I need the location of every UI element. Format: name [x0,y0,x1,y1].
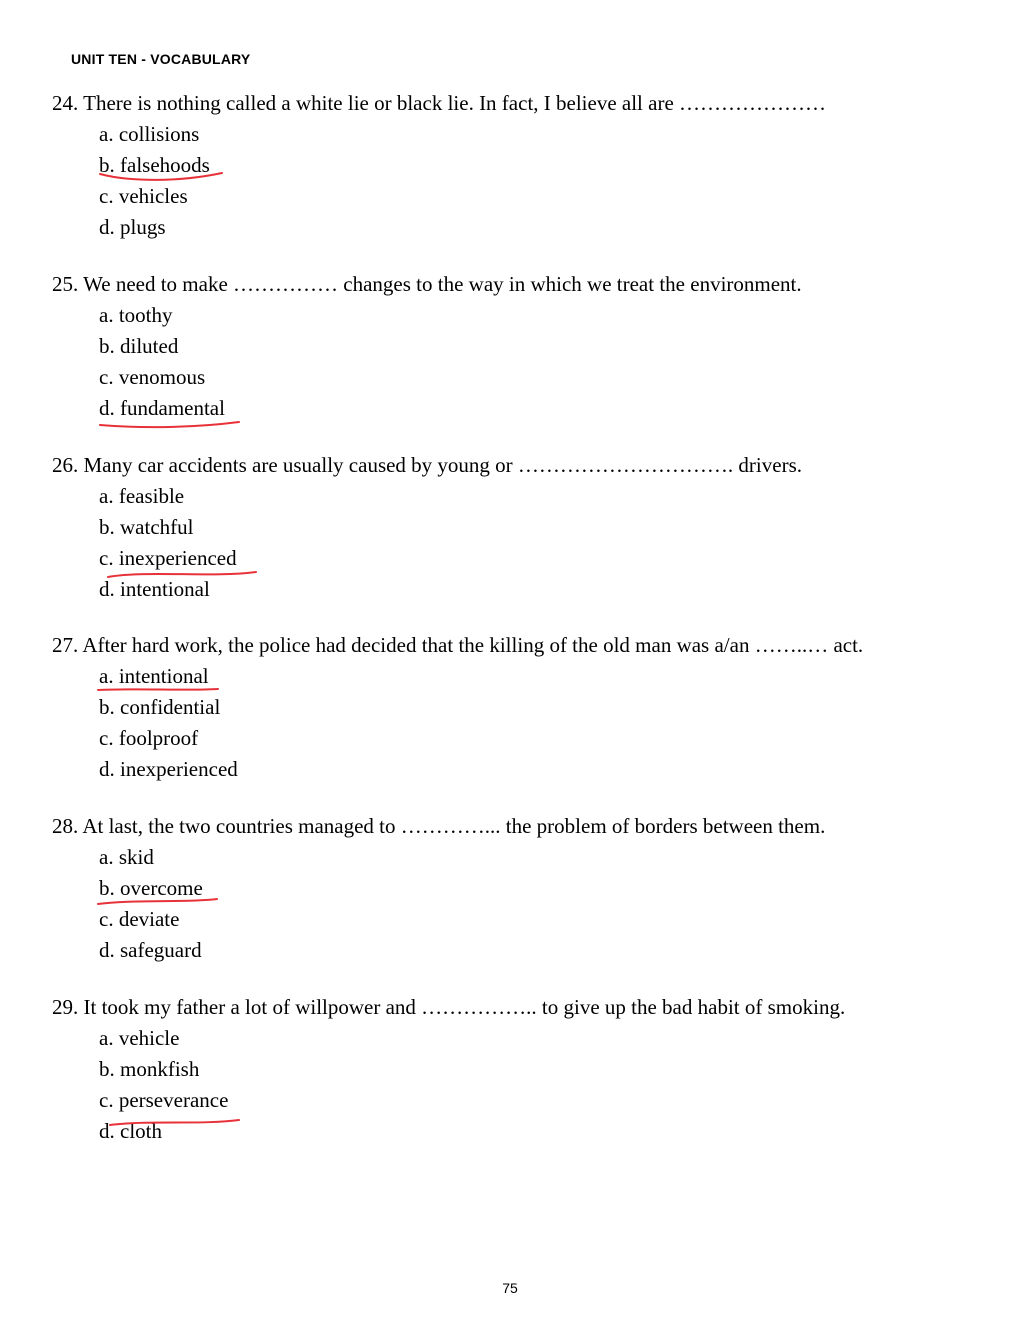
question-24 [52,88,826,243]
option-c: c. vehicles [99,184,188,208]
option-b-marked: b. overcome [99,876,203,900]
option-a-marked: a. intentional [99,664,209,688]
unit-header: UNIT TEN - VOCABULARY [71,51,251,67]
question-stem: 29. It took my father a lot of willpower and …………….. to give up the bad habit of smoking. [52,995,846,1019]
option-b-marked: b. falsehoods [99,153,210,177]
question-27 [52,630,863,785]
question-stem: 27. After hard work, the police had decided that the killing of the old man was a/an ……..… act. [52,633,864,657]
option-a: a. collisions [99,122,200,146]
question-25 [52,269,802,424]
question-26 [52,450,802,605]
option-b: b. confidential [99,695,221,719]
option-a: a. skid [99,845,154,869]
question-stem: 24. There is nothing called a white lie or black lie. In fact, I believe all are ………………… [52,91,827,115]
question-stem: 25. We need to make …………… changes to the way in which we treat the environment. [52,272,802,296]
option-b: b. diluted [99,334,179,358]
option-a: a. vehicle [99,1026,180,1050]
option-c: c. foolproof [99,726,199,750]
page-number: 75 [502,1280,518,1296]
option-d: d. cloth [99,1119,162,1143]
question-stem: 26. Many car accidents are usually caused by young or …………………………. drivers. [52,453,802,477]
option-d: d. inexperienced [99,757,238,781]
option-d: d. safeguard [99,938,202,962]
option-c: c. deviate [99,907,180,931]
question-28 [52,811,825,966]
option-c: c. venomous [99,365,206,389]
option-c-marked: c. perseverance [99,1088,229,1112]
question-stem: 28. At last, the two countries managed to …………... the problem of borders between them. [52,814,826,838]
option-b: b. watchful [99,515,194,539]
option-d: d. plugs [99,215,166,239]
option-d-marked: d. fundamental [99,396,225,420]
option-b: b. monkfish [99,1057,200,1081]
option-d: d. intentional [99,577,210,601]
question-29 [52,992,845,1147]
option-a: a. toothy [99,303,173,327]
option-a: a. feasible [99,484,185,508]
option-c-marked: c. inexperienced [99,546,237,570]
